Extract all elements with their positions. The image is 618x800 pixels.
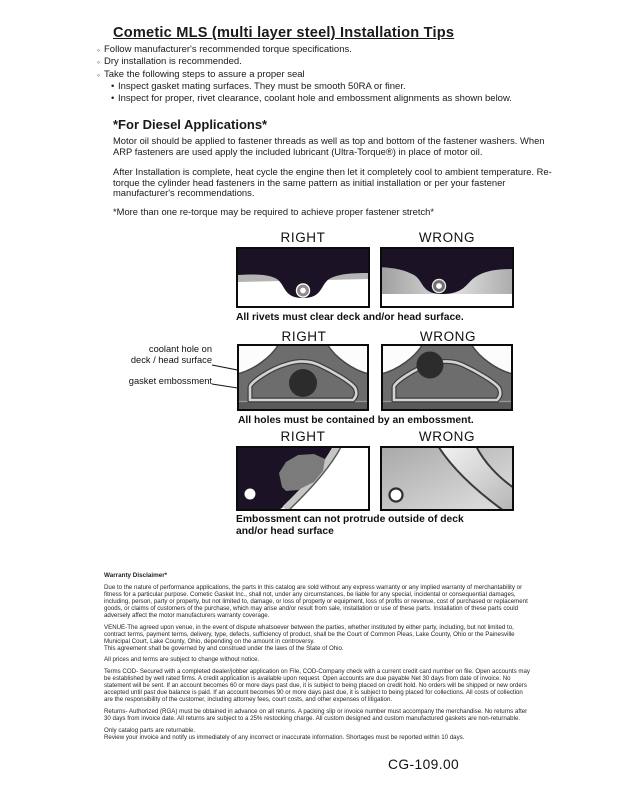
- legal-paragraph: Only catalog parts are returnable.: [104, 726, 196, 734]
- legal-paragraph: VENUE-The agreed upon venue, in the event of dispute whatsoever between the parties, whether instituted by either party, including, but not limited to, contract terms, payment terms, delivery, type, defects, sufficiency of product, shall be the Court of Common Pleas, Lake County, Ohio or the Painesville Municipal Court, Lake County, Ohio, depending on the amount in controversy.: [104, 623, 515, 645]
- retorque-note: *More than one re-torque may be required to achieve proper fastener stretch*: [113, 206, 435, 217]
- legal-paragraph: Returns- Authorized (RGA) must be obtained in advance on all returns. A packing slip or invoice number must accompany the merchandise. No returns after 30 days from invoice date. All returns are subject to a 25% restocking charge. All custom designed and custom manufactured gaskets are non-returnable.: [104, 708, 528, 723]
- row2-caption: All holes must be contained by an embossment.: [238, 415, 474, 426]
- installation-tips-list: [97, 44, 567, 105]
- row2-right-label: RIGHT: [281, 329, 327, 344]
- row1-caption: All rivets must clear deck and/or head surface.: [236, 312, 464, 323]
- list-item: [97, 69, 567, 81]
- open-bullet-icon: ◦: [97, 57, 101, 68]
- legal-paragraph: This agreement shall be governed by and construed under the laws of the State of Ohio.: [104, 644, 344, 652]
- list-item: [97, 81, 567, 93]
- embossment-wrong-diagram: [381, 344, 513, 411]
- open-bullet-icon: ◦: [97, 69, 101, 80]
- diesel-paragraph: After Installation is complete, heat cycle the engine then let it completely cool to ambient temperature. Re-torque the cylinder head fasteners in the same pattern as initial installation or per your fastener manufacturer's recommendations.: [113, 166, 552, 199]
- row3-wrong-label: WRONG: [418, 429, 476, 444]
- coolant-hole-label: coolant hole on deck / head surface: [130, 344, 212, 365]
- warranty-disclaimer-section: [104, 572, 532, 745]
- gasket-embossment-label: gasket embossment: [128, 376, 212, 386]
- legal-paragraph: Due to the nature of performance applications, the parts in this catalog are sold without any express warranty or any implied warranty of merchantability or fitness for a particular purpose. Cometic Gasket Inc., shall not, under any circumstances, be liable for any special, incidental or consequential damages, including, person, party or property, but not limited to, damage, or loss of property or equipment, loss of profits or revenue, cost of purchased or replacement goods, or claims of customers of the purchase, which may arise and/or result from sale, installation or use of these parts. Installation of these parts could adversely affect the motor manufacturers warranty coverage.: [104, 583, 528, 619]
- legal-paragraph: Terms COD- Secured with a completed dealer/jobber application on File, COD-Company check with a current credit card number on file. Open accounts may be established by well rated firms. A credit application is available upon request. Open accounts are due payable Net 30 days from date of invoice. No statement will be sent. If an account becomes 60 or more days past due, it is subject to being placed on credit hold. No orders will be shipped or new orders accepted until past due balance is paid. If an account becomes 90 or more days past due, it is subject to being placed for collections. All costs of collection are the responsibility of the customer, including attorney fees, court costs, and other expenses of litigation.: [104, 668, 530, 704]
- page-number: CG-109.00: [388, 757, 460, 772]
- list-item: [97, 44, 567, 56]
- open-bullet-icon: ◦: [97, 45, 101, 55]
- legal-paragraph: All prices and terms are subject to change without notice.: [104, 656, 260, 664]
- row1-wrong-label: WRONG: [418, 230, 476, 245]
- list-item: [97, 93, 567, 105]
- filled-bullet-icon: •: [111, 93, 115, 105]
- embossment-right-diagram: [237, 344, 369, 411]
- filled-bullet-icon: •: [111, 80, 115, 92]
- tip-text: Dry installation is recommended.: [104, 56, 242, 68]
- list-item: [97, 56, 567, 68]
- protrusion-wrong-diagram: [380, 446, 514, 511]
- row2-wrong-label: WRONG: [419, 329, 477, 344]
- diesel-paragraph: Motor oil should be applied to fastener threads as well as top and bottom of the fastener washers. When ARP fasteners are used apply the included lubricant (Ultra-Torque®) in place of motor oil.: [113, 135, 545, 157]
- rivet-wrong-diagram: [380, 247, 514, 308]
- protrusion-right-diagram: [236, 446, 370, 511]
- row3-right-label: RIGHT: [280, 429, 326, 444]
- tip-text: Inspect for proper, rivet clearance, coolant hole and embossment alignments as shown below.: [118, 93, 512, 105]
- warranty-disclaimer-heading: Warranty Disclaimer*: [104, 572, 168, 579]
- diesel-applications-heading: *For Diesel Applications*: [113, 117, 268, 132]
- row1-right-label: RIGHT: [280, 230, 326, 245]
- tip-text: Follow manufacturer's recommended torque specifications.: [104, 44, 352, 55]
- legal-paragraph: Review your invoice and notify us immediately of any incorrect or inaccurate information. Shortages must be reported within 10 days.: [104, 733, 465, 741]
- page-title: Cometic MLS (multi layer steel) Installation Tips: [113, 25, 455, 41]
- tip-text: Take the following steps to assure a proper seal: [104, 68, 305, 80]
- rivet-right-diagram: [236, 247, 370, 308]
- tip-text: Inspect gasket mating surfaces. They must be smooth 50RA or finer.: [118, 80, 406, 92]
- row3-caption: Embossment can not protrude outside of deck and/or head surface: [236, 514, 464, 537]
